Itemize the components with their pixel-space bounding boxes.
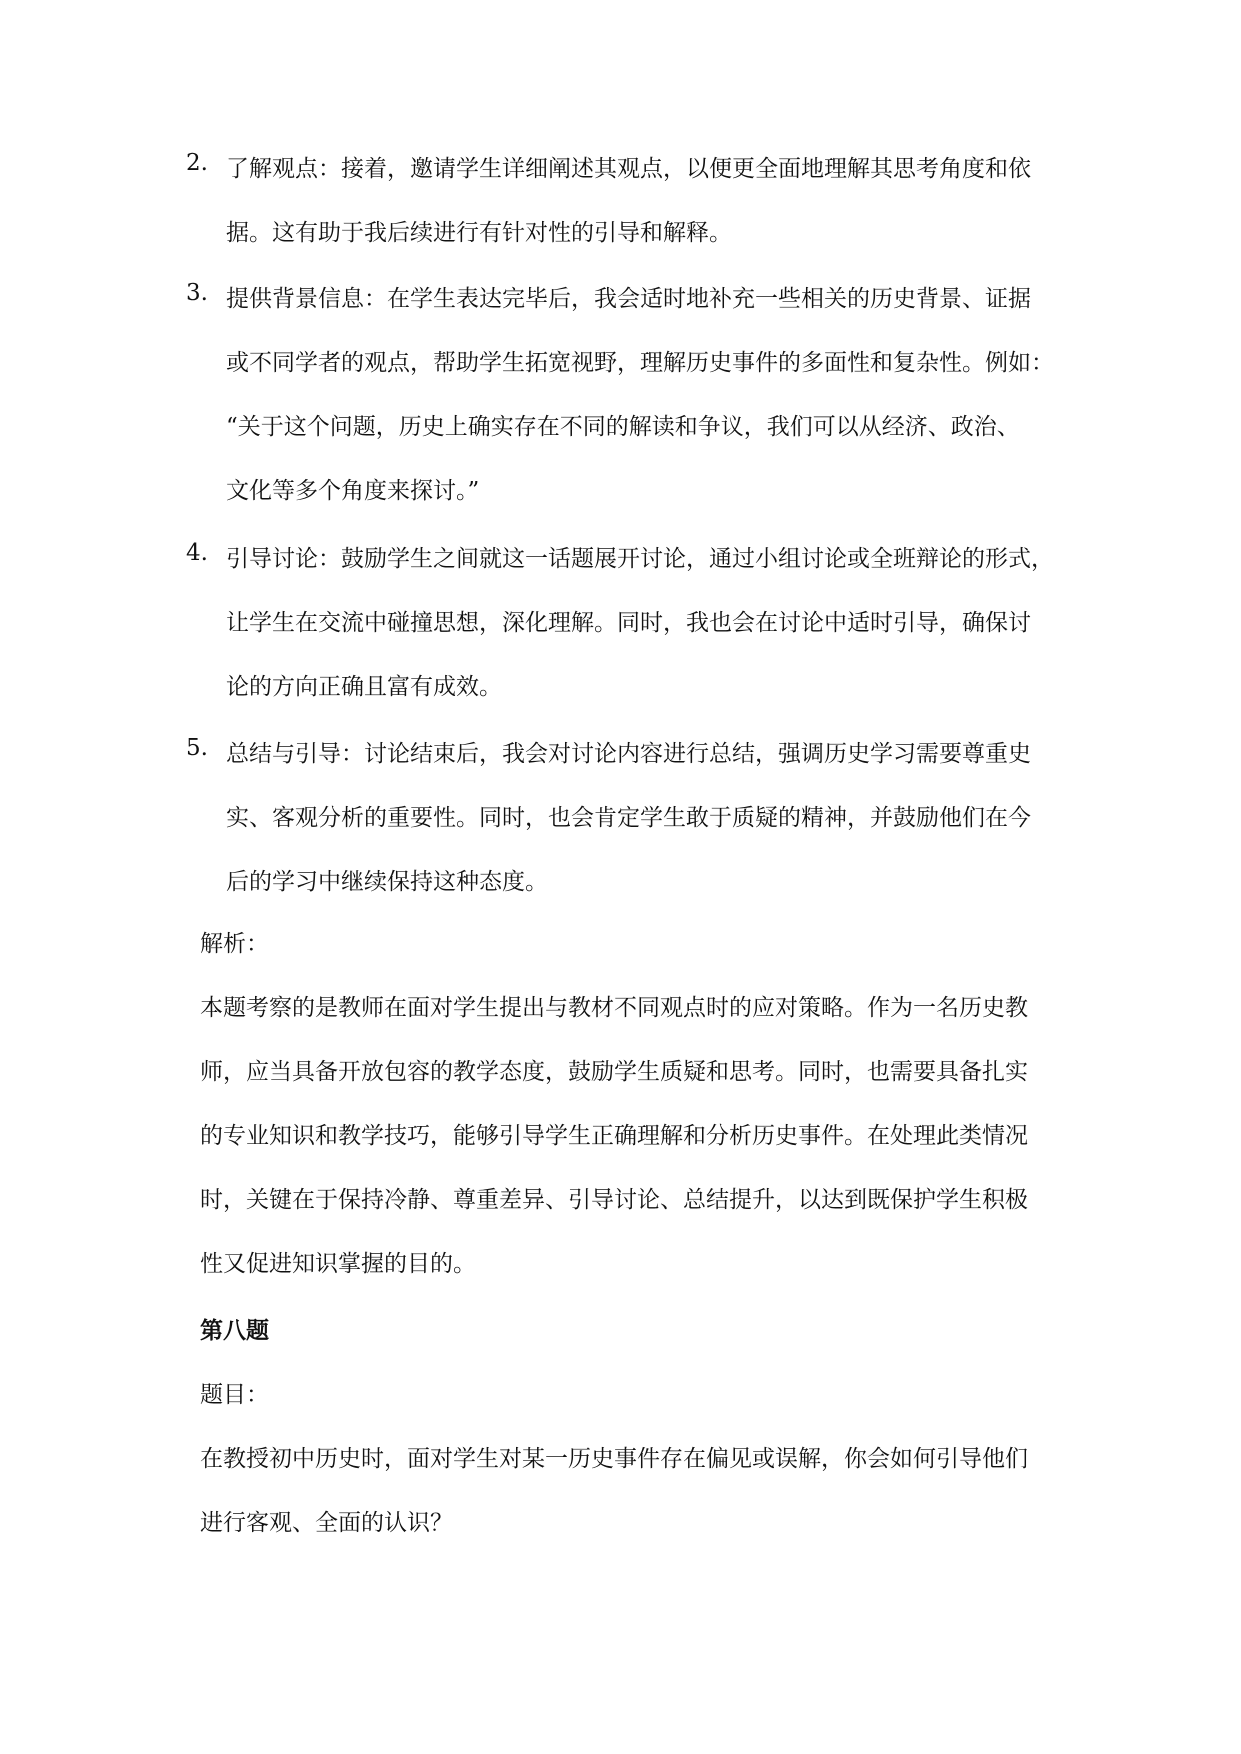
list-number: 3. — [186, 280, 208, 306]
list-number: 5. — [186, 735, 208, 761]
list-item-line: 了解观点：接着，邀请学生详细阐述其观点，以便更全面地理解其思考角度和依 — [226, 156, 1031, 182]
list-item-line: 文化等多个角度来探讨。” — [226, 478, 480, 504]
analysis-heading: 解析： — [200, 931, 269, 957]
list-item-line: 引导讨论：鼓励学生之间就这一话题展开讨论，通过小组讨论或全班辩论的形式， — [226, 546, 1054, 572]
list-number: 2. — [186, 150, 208, 176]
analysis-line: 性又促进知识掌握的目的。 — [200, 1251, 476, 1277]
list-item-line: 论的方向正确且富有成效。 — [226, 674, 502, 700]
analysis-line: 本题考察的是教师在面对学生提出与教材不同观点时的应对策略。作为一名历史教 — [200, 995, 1028, 1021]
list-number: 4. — [186, 540, 208, 566]
question-title: 第八题 — [200, 1317, 269, 1344]
list-item-line: 据。这有助于我后续进行有针对性的引导和解释。 — [226, 220, 732, 246]
list-item-line: 提供背景信息：在学生表达完毕后，我会适时地补充一些相关的历史背景、证据 — [226, 286, 1031, 312]
list-item-line: 让学生在交流中碰撞思想，深化理解。同时，我也会在讨论中适时引导，确保讨 — [226, 610, 1031, 636]
list-item-line: 后的学习中继续保持这种态度。 — [226, 869, 548, 895]
question-label: 题目： — [200, 1382, 269, 1408]
question-line: 在教授初中历史时，面对学生对某一历史事件存在偏见或误解，你会如何引导他们 — [200, 1446, 1028, 1472]
analysis-line: 师，应当具备开放包容的教学态度，鼓励学生质疑和思考。同时，也需要具备扎实 — [200, 1059, 1028, 1085]
analysis-line: 时，关键在于保持冷静、尊重差异、引导讨论、总结提升，以达到既保护学生积极 — [200, 1187, 1028, 1213]
question-line: 进行客观、全面的认识？ — [200, 1510, 453, 1536]
list-item-line: 实、客观分析的重要性。同时，也会肯定学生敢于质疑的精神，并鼓励他们在今 — [226, 805, 1031, 831]
analysis-line: 的专业知识和教学技巧，能够引导学生正确理解和分析历史事件。在处理此类情况 — [200, 1123, 1028, 1149]
list-item-line: 或不同学者的观点，帮助学生拓宽视野，理解历史事件的多面性和复杂性。例如： — [226, 350, 1054, 376]
list-item-line: “关于这个问题，历史上确实存在不同的解读和争议，我们可以从经济、政治、 — [226, 414, 1020, 440]
list-item-line: 总结与引导：讨论结束后，我会对讨论内容进行总结，强调历史学习需要尊重史 — [226, 741, 1031, 767]
